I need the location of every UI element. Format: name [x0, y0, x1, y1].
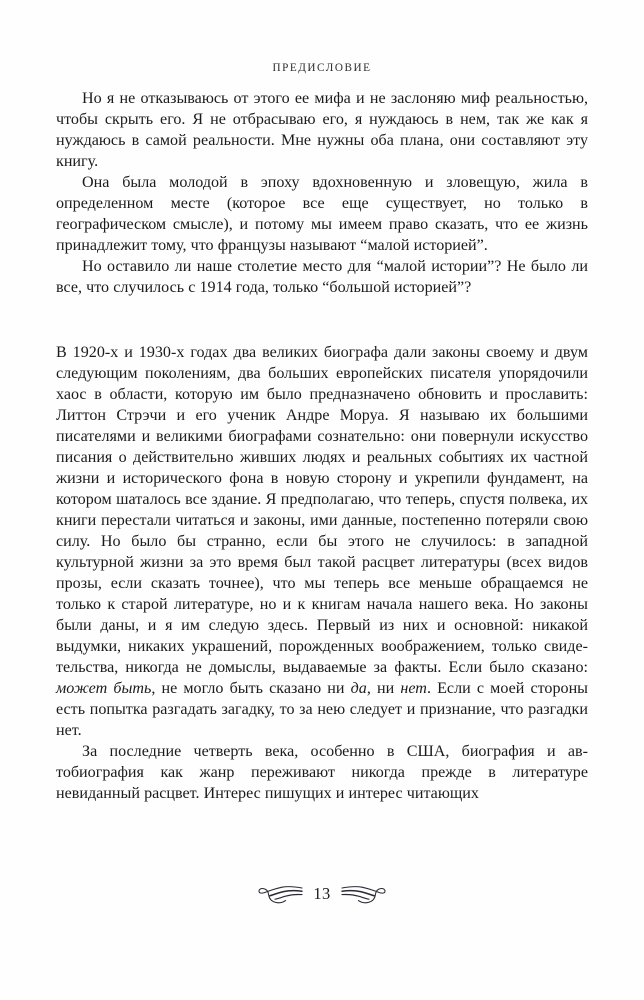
emphasis-text: да [350, 680, 367, 697]
paragraph: Но оставило ли наше столетие место для “малой истории”? Не было ли все, что случилось с 1914 года, только “большой историей”? [56, 258, 588, 296]
wave-swash-ornament-mirrored-icon [340, 884, 386, 906]
wave-swash-ornament-icon [258, 884, 304, 906]
running-head: ПРЕДИСЛОВИЕ [272, 62, 372, 74]
section-break [56, 298, 588, 342]
paragraph: Но я не отказываюсь от этого ее мифа и не заслоняю миф реальностью, чтобы скрыть его. Я не отбрасываю его, я нуждаюсь в нем, так же как я нуждаюсь в самой реальности. Мне нужны оба плана, они составляют эту книгу. [56, 90, 588, 170]
emphasis-text: нет [400, 680, 427, 697]
text-column [56, 88, 588, 804]
paragraph: За последние четверть века, особенно в США, биография и автобиография как жанр переживают никогда прежде в литературе невиданный расцвет. Интерес пишущих и интерес читающих [56, 743, 588, 802]
paragraph-text-run: , не могло быть сказано ни [151, 680, 351, 697]
paragraph-text-run: , ни [366, 680, 401, 697]
folio [0, 884, 644, 906]
paragraph [56, 342, 588, 741]
paragraph: Она была молодой в эпоху вдохновенную и зловещую, жила в определенном месте (которое все еще существует, но только в географическом смысле), и потому мы имеем право сказать, что ее жизнь принадлежит тому, что французы называют “малой историей”. [56, 174, 588, 254]
emphasis-text: может быть [56, 680, 152, 697]
paragraph-text-run: В 1920-х и 1930-х годах два великих биографа дали законы своему и двум следующим поколениям, два больших европейских писателя упорядочили хаос в области, которую им было предназначено обновить и прославить: Литтон Стрэчи и его ученик Андре Моруа. Я называю их большими писателями и великими биографами сознательно: они повернули искусство писания о действительно живших людях и реальных событиях их частной жизни и исторического фона в новую сторону и укрепили фундамент, на котором шаталось все здание. Я предполагаю, что теперь, спустя полвека, их книги перестали читаться и законы, ими данные, постепенно потеряли свою силу. Но было бы странно, если бы этого не случилось: в западной культурной жизни за это время был такой расцвет литературы (всех видов прозы, если сказать точнее), что мы теперь все меньше обращаемся не только к старой литературе, но и к книгам начала нашего века. Но законы были даны, и я им следую здесь. Первый из них и основной: никакой выдумки, никаких украшений, порожденных воображением, только свидетельства, никогда не домыслы, выдаваемые за факты. Если было сказано: [56, 344, 588, 676]
page-number: 13 [313, 884, 331, 904]
paragraph-text-run: . Если с моей стороны есть попытка разгадать загадку, то за нею следует и признание, что разгадки нет. [56, 680, 588, 739]
